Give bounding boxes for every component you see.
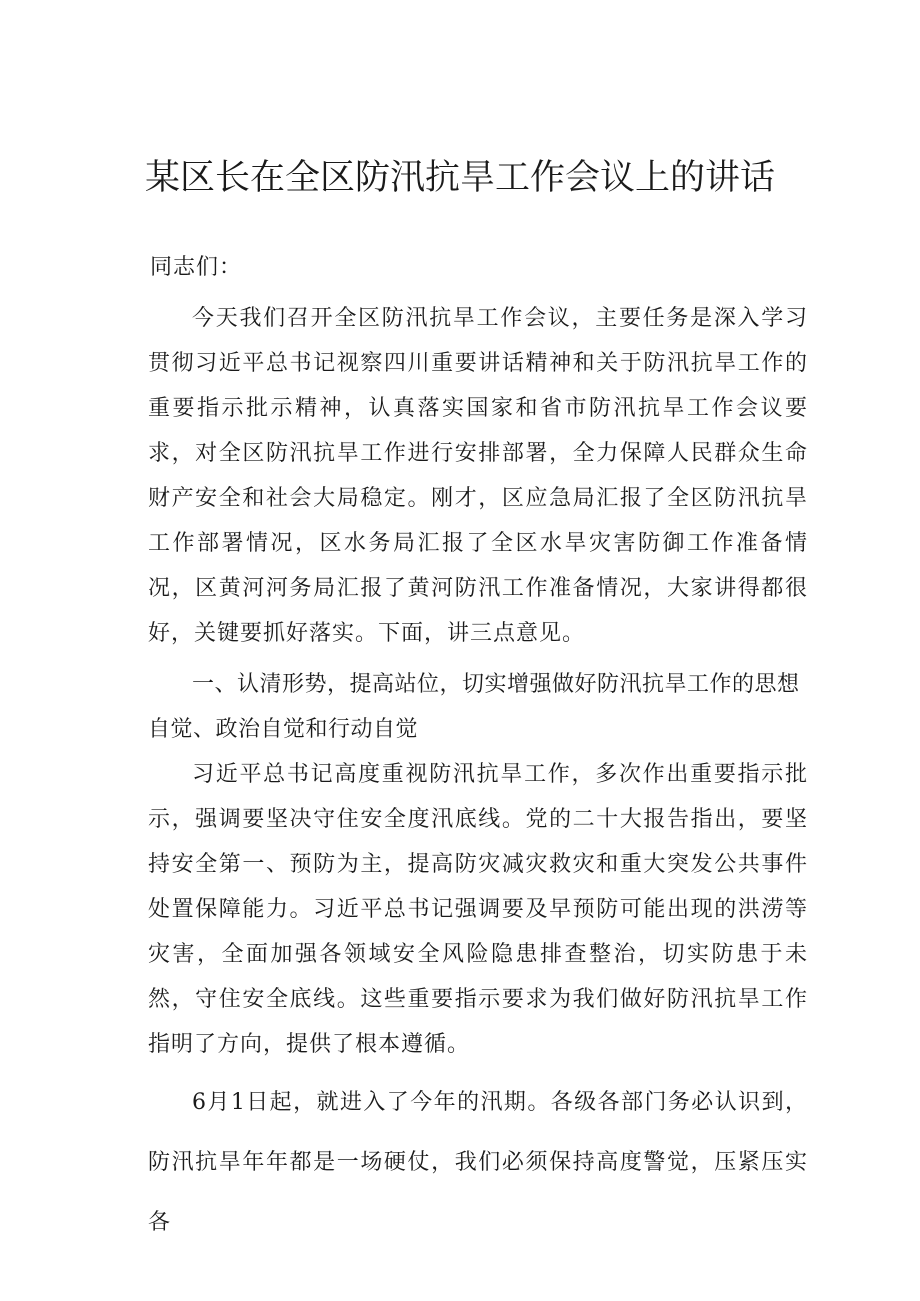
salutation: 同志们： — [150, 255, 243, 280]
document-title: 某区长在全区防汛抗旱工作会议上的讲话 — [144, 158, 775, 198]
section-1-paragraph-1: 习近平总书记高度重视防汛抗旱工作，多次作出重要指示批示，强调要坚决守住安全度汛底线。党的二十大报告指出，要坚持安全第一、预防为主，提高防灾减灾救灾和重大突发公共事件处置保障能力。习近平总书记强调要及早预防可能出现的洪涝等灾害，全面加强各领域安全风险隐患排查整治，切实防患于未然，守住安全底线。这些重要指示要求为我们做好防汛抗旱工作指明了方向，提供了根本遵循。 — [148, 762, 808, 1057]
opening-paragraph: 今天我们召开全区防汛抗旱工作会议，主要任务是深入学习贯彻习近平总书记视察四川重要讲话精神和关于防汛抗旱工作的重要指示批示精神，认真落实国家和省市防汛抗旱工作会议要求，对全区防汛抗旱工作进行安排部署，全力保障人民群众生命财产安全和社会大局稳定。刚才，区应急局汇报了全区防汛抗旱工作部署情况，区水务局汇报了全区水旱灾害防御工作准备情况，区黄河河务局汇报了黄河防汛工作准备情况，大家讲得都很好，关键要抓好落实。下面，讲三点意见。 — [148, 306, 808, 646]
section-1-paragraph-2: 6月1日起，就进入了今年的汛期。各级各部门务必认识到，防汛抗旱年年都是一场硬仗，我们必须保持高度警觉，压紧压实各 — [148, 1090, 808, 1235]
section-heading-1: 一、认清形势，提高站位，切实增强做好防汛抗旱工作的思想自觉、政治自觉和行动自觉 — [148, 672, 800, 742]
document-body — [148, 245, 808, 1253]
